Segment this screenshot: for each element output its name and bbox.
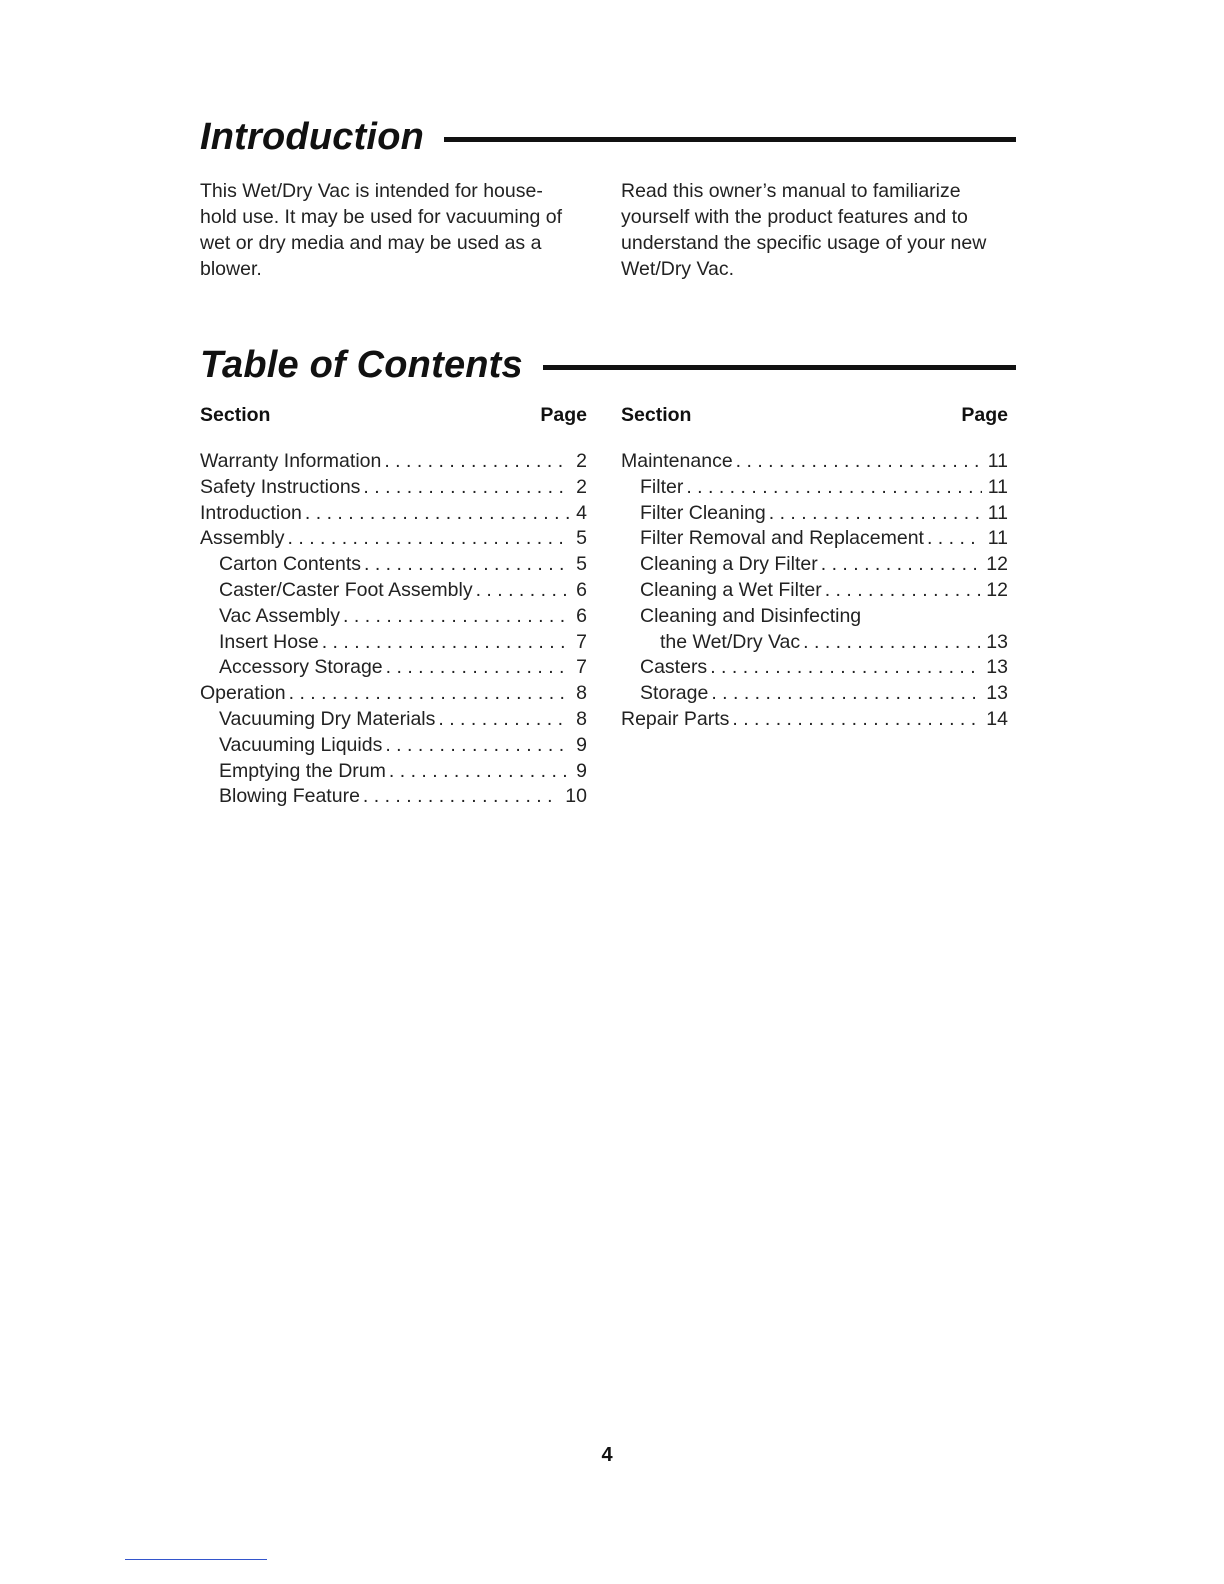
toc-entry-leader [707,655,980,681]
toc-entry-page: 11 [987,501,1008,524]
toc-entry-leader [361,552,570,578]
intro-left-line: blower. [200,258,262,280]
toc-section-label: Section [200,404,271,426]
toc-entry-leader [382,733,570,759]
toc-entry [200,681,587,707]
toc-entry [621,501,1008,527]
toc-entry-page: 7 [576,656,587,679]
toc-entry-page: 5 [576,527,587,550]
toc-entry-page: 12 [986,578,1008,601]
toc-entry-page: 6 [576,578,587,601]
toc-entry-title: Cleaning and Disinfecting [640,604,862,627]
intro-right-line: Wet/Dry Vac. [621,258,735,280]
toc-entry-title: Filter Cleaning [640,501,766,524]
toc-entry-leader [800,630,980,656]
toc-entry-page: 4 [576,501,587,524]
toc-entry-title: Safety Instructions [200,475,361,498]
toc-entry-title: Operation [200,682,286,705]
toc-entry [200,501,587,527]
toc-entry [621,526,1008,552]
toc-entry-leader [319,630,570,656]
toc-entry [621,552,1008,578]
toc-entry-page: 9 [576,759,587,782]
intro-right-line: Read this owner’s manual to familiarize [621,180,961,202]
toc-entry-page: 12 [986,553,1008,576]
toc-entry-title: Insert Hose [219,630,319,653]
toc-right-column [621,404,1008,733]
toc-entry-leader [766,501,982,527]
introduction-heading: Introduction [200,116,425,158]
toc-entry [200,655,587,681]
toc-entry-page: 11 [987,450,1008,472]
toc-entry-leader [360,784,559,810]
toc-entry-page: 7 [576,630,587,653]
introduction-heading-row [200,116,1016,159]
toc-entry-title: the Wet/Dry Vac [660,630,801,653]
intro-left-line: This Wet/Dry Vac is intended for house- [200,180,543,202]
toc-entry [200,552,587,578]
toc-entry-page: 11 [987,527,1008,550]
toc-entry-leader [729,707,980,733]
toc-entry-leader [286,681,571,707]
toc-entry-title: Filter [640,475,684,498]
toc-entry-title: Cleaning a Wet Filter [640,578,822,601]
toc-entry-leader [383,655,570,681]
toc-entry-page: 8 [576,682,587,705]
toc-heading-rule [543,365,1016,370]
toc-entry-leader [708,681,980,707]
toc-entry [621,449,1008,475]
toc-entry-leader [473,578,571,604]
toc-entry-leader [386,759,570,785]
footer-rule [125,1559,267,1560]
toc-entry-leader [818,552,981,578]
toc-entry-title: Introduction [200,501,302,524]
toc-entry [200,759,587,785]
toc-entry-leader [302,501,570,527]
toc-entry [200,475,587,501]
toc-entry [621,578,1008,604]
page-number: 4 [601,1444,613,1466]
toc-entry-title: Casters [640,656,708,679]
toc-entry-page: 9 [576,733,587,756]
toc-entry-leader [340,604,570,630]
toc-entry-title: Filter Removal and Replacement [640,527,924,550]
toc-entry [621,604,1008,630]
toc-entry [621,475,1008,501]
toc-entry-title: Caster/Caster Foot Assembly [219,578,473,601]
toc-entry-title: Emptying the Drum [219,759,386,782]
toc-page-label: Page [540,404,587,426]
toc-entry-page: 13 [986,656,1008,679]
toc-left-entries [200,449,587,810]
toc-entry [621,707,1008,733]
toc-entry-title: Carton Contents [219,553,361,576]
toc-heading-row [200,344,1016,387]
introduction-heading-rule [444,137,1016,142]
toc-entry-leader [435,707,570,733]
toc-entry-leader [733,449,982,475]
toc-entry-leader [360,475,570,501]
toc-entry [200,630,587,656]
intro-left-line: wet or dry media and may be used as a [200,232,542,254]
toc-entry-title: Vacuuming Liquids [219,733,383,756]
toc-entry [621,681,1008,707]
intro-right-line: yourself with the product features and to [621,206,968,228]
toc-entry-title: Warranty Information [200,450,382,472]
toc-entry-title: Blowing Feature [219,785,360,808]
toc-entry-title: Storage [640,682,709,705]
introduction-left-paragraph [200,178,592,282]
toc-heading: Table of Contents [200,344,523,386]
toc-entry-page: 13 [986,630,1008,653]
toc-entry-page: 8 [576,707,587,730]
intro-left-line: hold use. It may be used for vacuuming of [200,206,563,228]
toc-entry [200,733,587,759]
toc-entry-title: Vacuuming Dry Materials [219,707,436,730]
toc-entry-title: Repair Parts [621,707,730,730]
toc-left-header [200,404,587,432]
toc-entry [621,655,1008,681]
toc-entry-page: 6 [576,604,587,627]
toc-entry-title: Vac Assembly [219,604,341,627]
toc-entry-title: Assembly [200,527,285,550]
toc-section-label: Section [621,404,692,426]
toc-entry [200,526,587,552]
intro-right-line: understand the specific usage of your new [621,232,987,254]
toc-page-label: Page [961,404,1008,426]
toc-entry [200,604,587,630]
introduction-right-paragraph [621,178,1013,282]
toc-entry-title: Maintenance [621,450,733,472]
toc-left-column [200,404,587,810]
toc-entry-page: 11 [987,475,1008,498]
toc-entry [200,784,587,810]
toc-entry-page: 2 [576,450,587,472]
toc-entry-page: 14 [986,707,1008,730]
toc-entry-leader [924,526,982,552]
toc-entry-page: 5 [576,553,587,576]
toc-right-entries [621,449,1008,733]
toc-right-header [621,404,1008,432]
toc-entry [621,630,1008,656]
toc-entry-page: 13 [986,682,1008,705]
toc-entry-leader [822,578,981,604]
toc-entry-title: Accessory Storage [219,656,383,679]
toc-entry-page: 2 [576,475,587,498]
toc-entry-leader [683,475,981,501]
toc-entry [200,578,587,604]
toc-entry [200,449,587,475]
toc-entry-title: Cleaning a Dry Filter [640,553,818,576]
toc-entry [200,707,587,733]
toc-entry-page: 10 [565,785,587,808]
toc-entry-leader [285,526,571,552]
toc-entry-leader [381,449,570,475]
